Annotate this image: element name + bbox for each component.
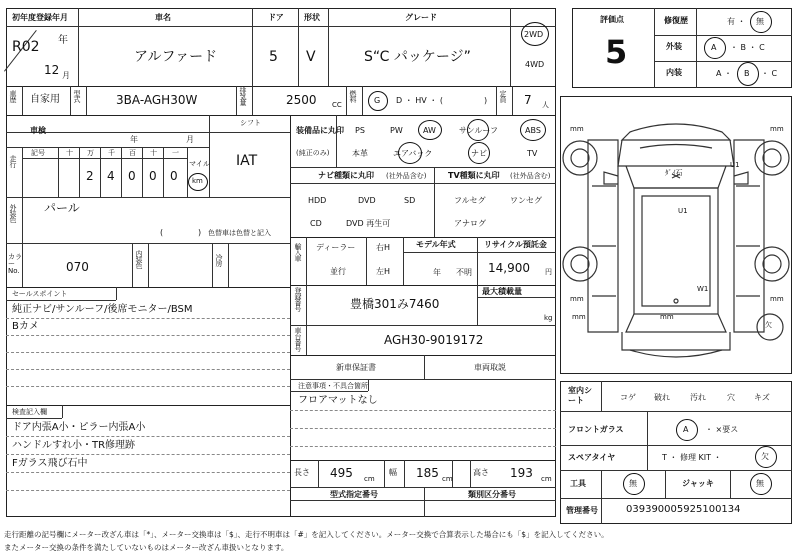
navi-dvd: DVD xyxy=(358,196,376,205)
inspector-line: Fガラス飛び石中 xyxy=(12,458,88,469)
first-reg-label: 初年度登録年月 xyxy=(12,13,68,22)
import-parallel: 並行 xyxy=(330,267,346,276)
equip-ps: PS xyxy=(355,126,365,135)
inspector-line: ハンドルすれ小・TR修理跡 xyxy=(12,440,136,451)
mileage-digit: 2 xyxy=(86,169,94,183)
model-year-label: モデル年式 xyxy=(416,240,456,249)
fuel-close: ) xyxy=(484,96,488,105)
jack-value: 無 xyxy=(756,479,764,488)
damage-mark-missing: 欠 xyxy=(765,321,772,329)
car-name: アルファード xyxy=(134,49,218,65)
drive-2wd: 2WD xyxy=(524,30,544,39)
equipment-label: 装備品に丸印 xyxy=(296,126,344,135)
first-reg-month-unit: 月 xyxy=(62,71,70,80)
damage-mark-u1-roof: U1 xyxy=(678,207,688,215)
inspection-year-unit: 年 xyxy=(130,135,138,144)
shift-label: シフト xyxy=(240,119,261,127)
repaint-note: 色替車は色替と記入 xyxy=(208,229,271,237)
mgmt-number: 039390005925100134 xyxy=(626,504,741,515)
color-paren-open: ( xyxy=(160,228,164,237)
max-load-unit: kg xyxy=(544,314,553,322)
length-label: 長さ xyxy=(294,468,310,477)
door-label: ドア xyxy=(268,13,284,22)
recycle-label: リサイクル預託金 xyxy=(484,240,547,249)
first-reg-year-unit: 年 xyxy=(58,35,68,46)
mileage-unit-2: 千 xyxy=(108,149,115,157)
front-glass-options: ・ ×要ス xyxy=(705,425,739,434)
diagram-mm: mm xyxy=(660,313,674,321)
selling-points-label: セールスポイント xyxy=(12,290,68,298)
diagram-mm: mm xyxy=(570,295,584,303)
tv-oneseg: ワンセグ xyxy=(510,196,542,205)
import-right-h: 右H xyxy=(376,243,391,252)
fuel-options: D ・ HV ・ ( xyxy=(396,96,443,105)
height-label: 高さ xyxy=(473,468,489,477)
front-glass-selected: A xyxy=(683,425,689,434)
seat-item: 汚れ xyxy=(690,393,706,402)
displacement-value: 2500 xyxy=(286,93,317,107)
exterior-a: A xyxy=(711,43,717,52)
navi-dvd-play: DVD 再生可 xyxy=(346,219,391,228)
category-value: 自家用 xyxy=(30,94,60,105)
seat-item: コゲ xyxy=(620,393,636,402)
first-reg-era: R02 xyxy=(12,39,40,55)
equip-abs: ABS xyxy=(525,126,541,135)
color-code: 070 xyxy=(66,260,89,274)
inspector-label: 検査記入欄 xyxy=(12,408,47,416)
mileage-label: 走行 xyxy=(9,155,17,167)
damage-mark-u1: U1 xyxy=(730,161,740,169)
diagram-mm: mm xyxy=(572,313,586,321)
seat-item: キズ xyxy=(754,393,770,402)
max-load-label: 最大積載量 xyxy=(482,287,522,296)
displacement-label: 排気量 xyxy=(239,87,247,105)
km-label: km xyxy=(192,177,203,185)
capacity-unit: 人 xyxy=(542,101,549,109)
navi-cd: CD xyxy=(310,219,322,228)
fuel-label: 燃料 xyxy=(349,90,357,102)
recycle-value: 14,900 xyxy=(488,261,530,275)
car-name-label: 車名 xyxy=(155,13,171,22)
grade-label: グレード xyxy=(405,13,437,22)
navi-type-sub: (社外品含む) xyxy=(386,172,427,180)
manual-label: 車両取説 xyxy=(474,363,506,372)
seat-label: 室内シート xyxy=(568,386,592,405)
damage-mark-w1: W1 xyxy=(697,285,709,293)
mileage-unit-5: 一 xyxy=(172,149,179,157)
width-label: 幅 xyxy=(389,468,397,477)
navi-type-label: ナビ種類に丸印 xyxy=(318,171,374,180)
ac-label: 冷房 xyxy=(215,254,223,266)
inspection-label: 車検 xyxy=(30,126,46,135)
mileage-digit: 0 xyxy=(170,169,178,183)
diagram-mm: mm xyxy=(570,125,584,133)
repair-label: 修復歴 xyxy=(664,16,688,25)
seat-item: 穴 xyxy=(727,393,735,402)
spare-tire-options: T ・ 修理 KIT ・ xyxy=(662,453,722,462)
notes-value: フロアマットなし xyxy=(298,395,378,406)
interior-color-label: 内装色 xyxy=(135,250,143,268)
equip-sunroof: サンルーフ xyxy=(459,126,498,135)
equip-pw: PW xyxy=(390,126,403,135)
seat-item: 破れ xyxy=(654,393,670,402)
navi-hdd: HDD xyxy=(308,196,327,205)
mileage-unit-4: 十 xyxy=(150,149,157,157)
tv-type-sub: (社外品含む) xyxy=(510,172,551,180)
tv-analog: アナログ xyxy=(454,219,486,228)
length-unit: cm xyxy=(364,475,375,483)
import-left-h: 左H xyxy=(376,267,391,276)
chassis-label: 車台番号 xyxy=(294,327,302,351)
repair-value: 無 xyxy=(756,17,764,26)
plate-value: 豊橋301み7460 xyxy=(350,297,440,311)
model-value: 3BA-AGH30W xyxy=(116,93,198,107)
import-dealer: ディーラー xyxy=(316,243,356,252)
import-label: 輸入車 xyxy=(294,243,302,261)
color-paren-close: ) xyxy=(198,228,202,237)
front-glass-label: フロントガラス xyxy=(568,425,624,434)
spare-tire-label: スペアタイヤ xyxy=(568,453,616,462)
shape-label: 形状 xyxy=(304,13,320,22)
color-value: パール xyxy=(44,201,80,215)
score-value: 5 xyxy=(605,33,628,71)
tools-value: 無 xyxy=(629,479,637,488)
equip-airbag: エアバック xyxy=(393,149,433,158)
diagram-mm: mm xyxy=(770,125,784,133)
shape-value: V xyxy=(306,49,316,65)
class-num-label: 類別区分番号 xyxy=(468,490,516,499)
drive-4wd: 4WD xyxy=(525,60,545,69)
width-unit: cm xyxy=(442,475,453,483)
mileage-unit-0: 十 xyxy=(66,149,73,157)
width-value: 185 xyxy=(416,466,439,480)
category-label: 車歴 xyxy=(9,90,17,102)
capacity-value: 7 xyxy=(524,93,532,107)
notes-label: 注意事項・不具合箇所 xyxy=(298,382,368,390)
shift-value: IAT xyxy=(236,153,258,169)
selling-point-line: Bカメ xyxy=(12,321,39,332)
equip-navi: ナビ xyxy=(471,149,487,158)
diagram-mm: mm xyxy=(770,295,784,303)
interior-c: ・ C xyxy=(761,69,778,78)
height-value: 193 xyxy=(510,466,533,480)
equip-aw: AW xyxy=(423,126,436,135)
mgmt-label: 管理番号 xyxy=(566,506,598,515)
spare-tire-selected: 欠 xyxy=(761,452,769,461)
equip-leather: 本革 xyxy=(352,149,368,158)
vehicle-outline-diagram xyxy=(560,96,792,374)
inspector-line: ドア内張A小・ピラー内張A小 xyxy=(12,422,146,433)
exterior-bc: ・ B ・ C xyxy=(730,43,765,52)
displacement-unit: CC xyxy=(332,101,342,109)
equip-tv: TV xyxy=(527,149,538,158)
length-value: 495 xyxy=(330,466,353,480)
mileage-digit: 0 xyxy=(149,169,157,183)
recycle-unit: 円 xyxy=(545,268,552,276)
mileage-sign-header: 記号 xyxy=(31,149,45,157)
selling-point-line: 純正ナビ/サンルーフ/後席モニター/BSM xyxy=(12,304,193,315)
model-year-unit: 年 xyxy=(433,268,441,277)
model-year-unknown: 不明 xyxy=(456,268,472,277)
tv-fullseg: フルセグ xyxy=(454,196,486,205)
mileage-unit-3: 百 xyxy=(129,149,136,157)
tools-label: 工具 xyxy=(570,479,586,488)
inspection-month-unit: 月 xyxy=(186,135,194,144)
color-code-label: カラーNo. xyxy=(8,253,22,275)
fuel-selected: G xyxy=(374,96,381,105)
chassis-value: AGH30-9019172 xyxy=(384,333,484,347)
capacity-label: 定員 xyxy=(499,90,507,102)
tv-type-label: TV種類に丸印 xyxy=(448,171,500,180)
jack-label: ジャッキ xyxy=(682,479,714,488)
warranty-label: 新車保証書 xyxy=(336,363,376,372)
grade-value: S“C パッケージ” xyxy=(364,49,471,65)
interior-b: B xyxy=(744,69,750,78)
navi-sd: SD xyxy=(404,196,416,205)
plate-label: 登録番号 xyxy=(294,287,302,311)
repair-options: 有 ・ xyxy=(727,17,746,26)
score-label: 評価点 xyxy=(600,15,624,24)
exterior-label: 外装 xyxy=(666,42,682,51)
mileage-digit: 0 xyxy=(128,169,136,183)
door-count: 5 xyxy=(269,49,278,65)
height-unit: cm xyxy=(541,475,552,483)
interior-label: 内装 xyxy=(666,68,682,77)
footer-note-2: またメーター交換の条件を満たしていないものはメーター改ざん車扱いとなります。 xyxy=(4,543,289,552)
mile-label: マイル xyxy=(189,160,210,168)
model-label: 型式 xyxy=(73,90,81,102)
first-reg-month: 12 xyxy=(44,63,60,77)
footer-note-1: 走行距離の記号欄にメーター改ざん車は「*」、メーター交換車は「$」、走行不明車は「#」を記入してください。メーター交換で合算表示した場合にも「$」を記入してください。 xyxy=(4,530,609,539)
type-num-label: 型式指定番号 xyxy=(330,490,378,499)
equipment-sub-label: (純正のみ) xyxy=(296,149,330,157)
damage-mark-chip: ﾀﾞｲ石 xyxy=(665,169,683,177)
mileage-digit: 4 xyxy=(107,169,115,183)
interior-a: A ・ xyxy=(716,69,733,78)
mileage-unit-1: 万 xyxy=(87,149,94,157)
color-label: 外装色 xyxy=(9,204,17,222)
